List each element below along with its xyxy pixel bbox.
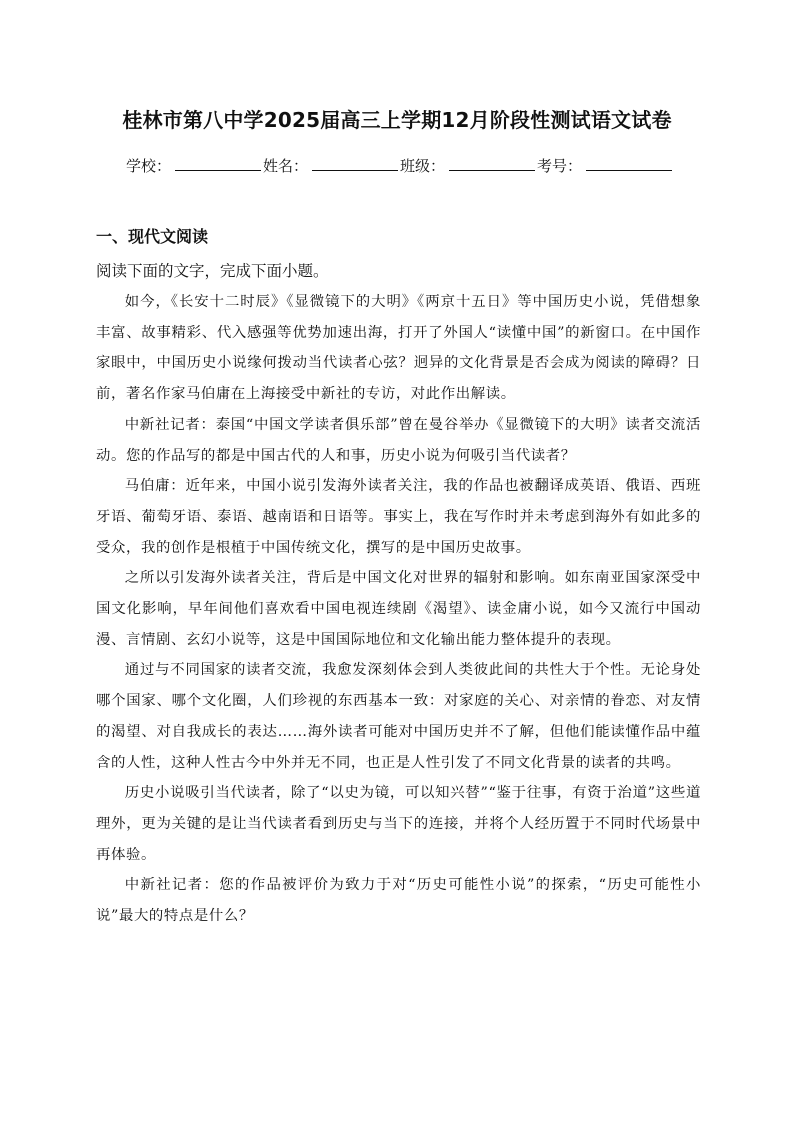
name-blank[interactable] [312, 156, 398, 171]
section-heading: 一、现代文阅读 [96, 227, 209, 246]
name-field [263, 155, 400, 176]
passage-paragraph: 中新社记者：您的作品被评价为致力于对“历史可能性小说”的探索，“历史可能性小说”最大的特点是什么？ [96, 877, 701, 925]
passage-paragraph: 马伯庸：近年来，中国小说引发海外读者关注，我的作品也被翻译成英语、俄语、西班牙语、葡萄牙语、泰语、越南语和日语等。事实上，我在写作时并未考虑到海外有如此多的受众，我的创作是根植于中国传统文化，撰写的是中国历史故事。 [96, 478, 701, 556]
student-info-row [126, 155, 674, 176]
passage-paragraph: 通过与不同国家的读者交流，我愈发深刻体会到人类彼此间的共性大于个性。无论身处哪个国家、哪个文化圈，人们珍视的东西基本一致：对家庭的关心、对亲情的眷恋、对友情的渴望、对自我成长的表达……海外读者可能对中国历史并不了解，但他们能读懂作品中蕴含的人性，这种人性古今中外并无不同，也正是人性引发了不同文化背景的读者的共鸣。 [96, 662, 701, 771]
passage-paragraph: 历史小说吸引当代读者，除了“以史为镜，可以知兴替”“鉴于往事，有资于治道”这些道理外，更为关键的是让当代读者看到历史与当下的连接，并将个人经历置于不同时代场景中再体验。 [96, 785, 701, 863]
exam-number-field [537, 155, 674, 176]
reading-instruction: 阅读下面的文字，完成下面小题。 [96, 262, 329, 280]
passage-paragraph: 之所以引发海外读者关注，背后是中国文化对世界的辐射和影响。如东南亚国家深受中国文化影响，早年间他们喜欢看中国电视连续剧《渴望》、读金庸小说，如今又流行中国动漫、言情剧、玄幻小说等，这是中国国际地位和文化输出能力整体提升的表现。 [96, 570, 701, 648]
exam-number-blank[interactable] [586, 156, 672, 171]
class-blank[interactable] [449, 156, 535, 171]
exam-title: 桂林市第八中学2025届高三上学期12月阶段性测试语文试卷 [122, 108, 672, 132]
class-label: 班级： [400, 157, 446, 175]
name-label: 姓名： [263, 157, 309, 175]
passage-paragraph: 中新社记者：泰国“中国文学读者俱乐部”曾在曼谷举办《显微镜下的大明》读者交流活动。您的作品写的都是中国古代的人和事，历史小说为何吸引当代读者？ [96, 416, 701, 464]
exam-number-label: 考号： [537, 157, 583, 175]
school-blank[interactable] [175, 156, 261, 171]
class-field [400, 155, 537, 176]
passage-paragraph: 如今，《长安十二时辰》《显微镜下的大明》《两京十五日》等中国历史小说，凭借想象丰富、故事精彩、代入感强等优势加速出海，打开了外国人“读懂中国”的新窗口。在中国作家眼中，中国历史小说缘何拨动当代读者心弦？迥异的文化背景是否会成为阅读的障碍？日前，著名作家马伯庸在上海接受中新社的专访，对此作出解读。 [96, 294, 701, 403]
school-label: 学校： [126, 157, 172, 175]
school-field [126, 155, 263, 176]
reading-passage [96, 287, 701, 932]
